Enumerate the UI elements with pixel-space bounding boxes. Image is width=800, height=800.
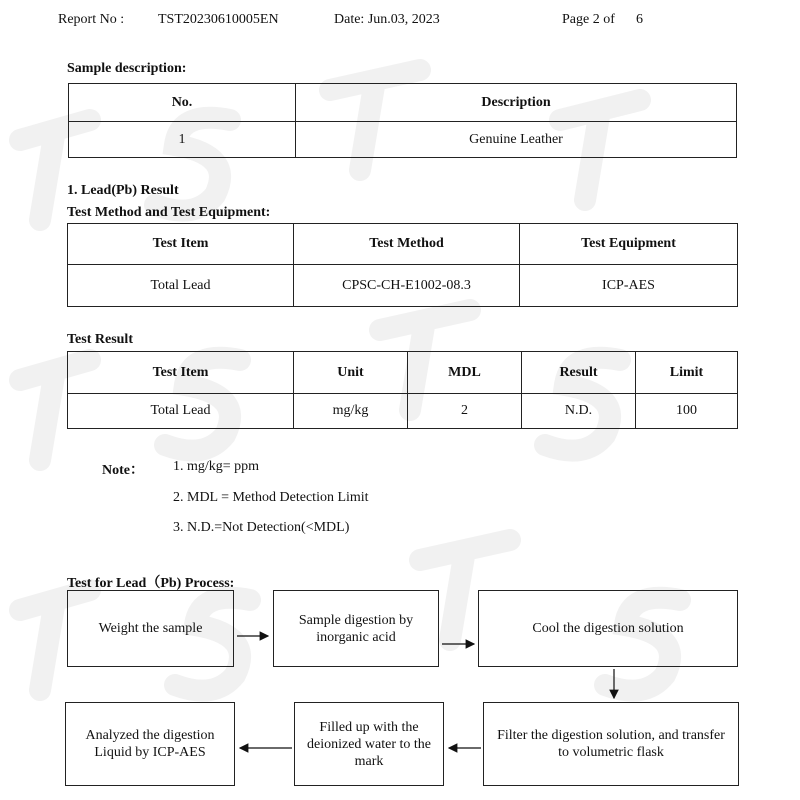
page-total: 6 (636, 12, 643, 27)
note-item: 3. N.D.=Not Detection(<MDL) (173, 520, 350, 535)
col-test-item: Test Item (68, 224, 294, 265)
page-label: Page 2 of (562, 12, 615, 27)
note-item: 1. mg/kg= ppm (173, 459, 260, 474)
test-result-title: Test Result (67, 332, 133, 347)
process-step-fill: Filled up with the deionized water to the mark (294, 702, 444, 786)
sample-description-title: Sample description: (67, 61, 187, 76)
cell-test-equipment: ICP-AES (520, 265, 738, 307)
cell-mdl: 2 (408, 394, 522, 429)
report-no: TST20230610005EN (158, 12, 279, 27)
report-no-label: Report No : (58, 12, 125, 27)
result-table (67, 351, 738, 429)
process-title: Test for Lead（Pb) Process: (67, 576, 235, 591)
cell-limit: 100 (636, 394, 738, 429)
cell-unit: mg/kg (294, 394, 408, 429)
col-no: No. (69, 84, 296, 122)
sample-description-table (68, 83, 737, 158)
table-row (68, 265, 738, 307)
table-row (68, 394, 738, 429)
col-test-method: Test Method (294, 224, 520, 265)
col-test-equipment: Test Equipment (520, 224, 738, 265)
cell-test-method: CPSC-CH-E1002-08.3 (294, 265, 520, 307)
col-unit: Unit (294, 352, 408, 394)
note-item: 2. MDL = Method Detection Limit (173, 490, 369, 505)
method-table (67, 223, 738, 307)
col-description: Description (296, 84, 737, 122)
report-date: Date: Jun.03, 2023 (334, 12, 440, 27)
col-result: Result (522, 352, 636, 394)
table-row (69, 122, 737, 158)
col-limit: Limit (636, 352, 738, 394)
cell-test-item: Total Lead (68, 394, 294, 429)
cell-test-item: Total Lead (68, 265, 294, 307)
lead-result-title: 1. Lead(Pb) Result (67, 183, 179, 198)
process-step-cool: Cool the digestion solution (478, 590, 738, 667)
note-label: Note： (102, 463, 144, 478)
process-step-weigh: Weight the sample (67, 590, 234, 667)
process-step-analyze: Analyzed the digestion Liquid by ICP-AES (65, 702, 235, 786)
col-mdl: MDL (408, 352, 522, 394)
process-step-digestion: Sample digestion by inorganic acid (273, 590, 439, 667)
cell-result: N.D. (522, 394, 636, 429)
method-title: Test Method and Test Equipment: (67, 205, 271, 220)
cell-no: 1 (69, 122, 296, 158)
process-step-filter: Filter the digestion solution, and transfer to volumetric flask (483, 702, 739, 786)
cell-description: Genuine Leather (296, 122, 737, 158)
col-test-item: Test Item (68, 352, 294, 394)
